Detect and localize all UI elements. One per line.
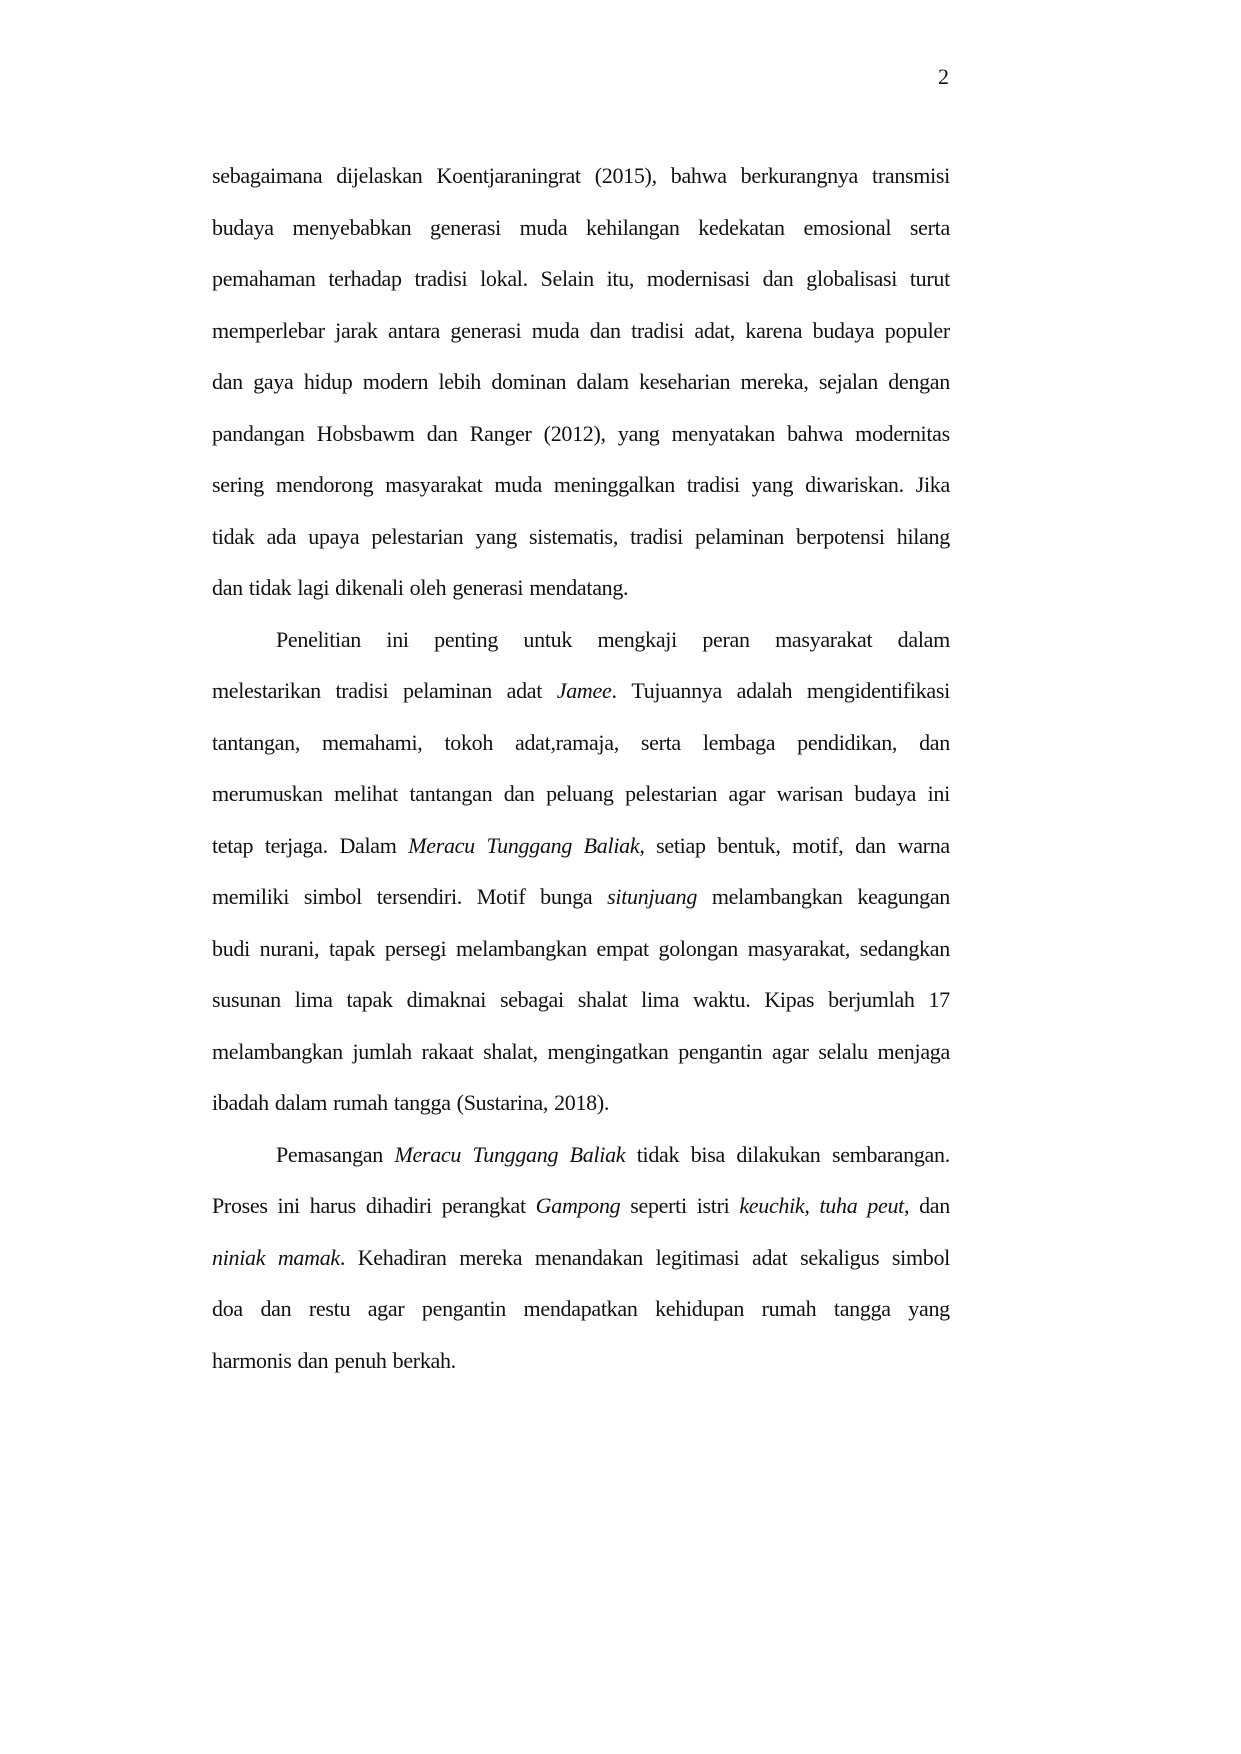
word: dijelaskan [336,163,423,188]
word: serta [909,214,950,240]
word: Baliak, [583,832,645,858]
text-line [212,1335,950,1387]
word: itu, [606,266,635,291]
word: dalam [897,626,950,652]
word: berpotensi [796,523,885,549]
word: 2018). [554,1090,610,1115]
word: tangga [833,1296,891,1321]
italic-term: situnjuang [607,884,698,909]
word: nurani, [259,935,320,961]
word: ini [277,1193,300,1218]
word: tidak [248,575,292,600]
word: dalam [274,1090,328,1115]
word: penting [434,626,499,652]
word: memahami, [321,729,423,755]
word: masyarakat [775,626,873,652]
word: tapak [328,935,376,961]
word: tapak [346,987,393,1012]
word: Dalam [339,832,397,858]
word: hidup [303,369,353,394]
word: shalat, [483,1038,538,1064]
word: tradisi [414,266,468,291]
text-line [212,562,950,614]
word: dan [589,317,621,343]
word: simbol [303,884,362,909]
word: Hobsbawm [316,420,415,446]
text-line [212,871,950,923]
word: ini [386,626,409,652]
word: adat [506,678,543,703]
word: dilakukan [736,1141,821,1167]
word: tokoh [444,729,494,755]
word: rumah [761,1296,817,1321]
italic-term: Tunggang [486,832,573,858]
word: Jika [915,472,950,497]
word: turut [909,266,950,291]
word [394,1129,461,1181]
word: tradisi [335,678,389,703]
word: tradisi [631,317,684,343]
word: simbol [891,1244,950,1270]
word: gaya [253,369,294,394]
word: merumuskan [212,781,323,806]
italic-term: Tunggang [472,1141,559,1167]
text-line [212,923,950,975]
word: terjaga. [264,832,328,858]
word: empat [596,935,649,961]
word: tradisi [686,472,740,497]
word [473,1129,559,1181]
word: melambangkan [212,1038,343,1064]
word: ada [266,523,297,549]
italic-term: tuha [819,1193,858,1218]
word: pengantin [421,1296,506,1321]
word: lebih [438,369,481,394]
word: mereka, [740,369,809,394]
word: pemahaman [212,266,316,291]
word: serta [640,729,681,755]
word: oleh [409,575,447,600]
word: keuchik, [739,1193,810,1218]
text-line [212,614,950,666]
word: seperti [630,1193,687,1218]
word: agar [771,1038,809,1064]
word: sekaligus [800,1244,880,1270]
italic-term: Meracu [394,1141,462,1167]
word: melambangkan [456,935,587,961]
text-line [212,511,950,563]
word: budaya [812,317,875,343]
italic-term: Baliak [569,1141,626,1167]
word: adat, [694,317,736,343]
word: pelestarian [625,781,718,806]
italic-term: keuchik [739,1193,805,1218]
word: lima [641,987,680,1012]
word: (Sustarina, [456,1090,549,1115]
word: pelestarian [371,523,464,549]
word: mengingatkan [547,1038,669,1064]
word: pengantin [678,1038,763,1064]
word: dengan [888,369,950,394]
word: karena [745,317,803,343]
word: rumah [333,1090,388,1115]
word: tersendiri. [376,884,462,909]
word: muda [531,317,580,343]
italic-term: peut [867,1193,904,1218]
text-line [212,459,950,511]
word: meninggalkan [553,472,675,497]
text-line [212,305,950,357]
word: sebagai [499,987,564,1012]
word: legitimasi [655,1244,740,1270]
word: pandangan [212,420,305,446]
word: lagi [297,575,330,600]
word: menyebabkan [292,214,412,240]
word: sedangkan [859,935,950,961]
text-line [212,1077,950,1129]
word: mengidentifikasi [806,678,950,703]
word [408,820,475,872]
word: melestarikan [212,678,321,703]
word: mendorong [275,472,374,497]
word: jarak [335,317,378,343]
word: Tujuannya [631,678,722,703]
word [536,1180,621,1232]
word: golongan [658,935,738,961]
word: dimaknai [406,987,487,1012]
word: mereka [459,1244,523,1270]
word: menandakan [534,1244,643,1270]
word: yang [475,523,517,549]
word [486,820,572,872]
word: yang [908,1296,950,1321]
word: keseharian [639,369,731,394]
word: dan [212,575,243,600]
word: yang [617,420,660,446]
body-text [212,150,950,1386]
word: budi [212,935,250,961]
word: modern [362,369,429,394]
word: dan [919,1193,950,1218]
word: adat,ramaja, [515,729,619,755]
word: menyatakan [671,420,775,446]
word: (2015), [594,163,657,188]
word: warna [897,832,950,858]
word: Pemasangan [276,1141,383,1167]
word: dalam [576,369,629,394]
italic-term: niniak [212,1244,266,1270]
word: keagungan [857,884,950,909]
word: mengkaji [597,626,677,652]
word: modernitas [855,420,950,446]
text-line [212,768,950,820]
word: tradisi [630,523,683,549]
word [819,1180,857,1232]
word: berkurangnya [740,163,859,188]
italic-term: Baliak [583,832,640,858]
word: melihat [334,781,398,806]
word: dihadiri [365,1193,432,1218]
word: emosional [803,214,892,240]
word [607,871,697,923]
word: tidak [636,1141,680,1167]
word: budaya [854,781,917,806]
word: memperlebar [212,317,325,343]
word: budaya [212,214,274,240]
word: ini [927,781,950,806]
word: tidak [212,523,255,549]
word: adalah [736,678,793,703]
word: transmisi [872,163,950,188]
word: generasi [430,214,501,240]
word: hilang [896,523,950,549]
word: sembarangan. [831,1141,950,1167]
word: motif, [792,832,844,858]
word: dan [762,266,794,291]
word: setiap [656,832,706,858]
word: sistematis, [529,523,619,549]
word: antara [388,317,440,343]
word: Ranger [469,420,532,446]
word: peut, [867,1193,910,1218]
word: dan [426,420,458,446]
word: (2012), [543,420,606,446]
word: generasi [452,575,524,600]
word: selalu [818,1038,868,1064]
text-line [212,1180,950,1232]
word: lima [294,987,333,1012]
word: shalat [577,987,628,1012]
word: bahwa [787,420,843,446]
word: tantangan, [212,729,301,755]
word: warisan [776,781,843,806]
word: berjumlah [828,987,915,1012]
word: upaya [308,523,360,549]
text-line [212,202,950,254]
word: peluang [546,781,614,806]
word: berkah. [392,1347,456,1373]
word: pelaminan [695,523,784,549]
word: populer [884,317,950,343]
word: generasi [450,317,522,343]
word: pendidikan, [797,729,898,755]
word: dan [503,781,535,806]
word: susunan [212,987,281,1012]
word: persegi [384,935,447,961]
word: doa [212,1296,243,1321]
word: jumlah [352,1038,412,1064]
text-line [212,1026,950,1078]
word: bahwa [670,163,727,188]
paragraph [212,614,950,1129]
word: harmonis [212,1347,292,1373]
word: harus [309,1193,356,1218]
text-line [212,356,950,408]
word: dan [919,729,950,755]
word: kehidupan [655,1296,745,1321]
word: peran [702,626,750,652]
word: Kehadiran [357,1244,447,1270]
word: menjaga [877,1038,950,1064]
word: dan [855,832,886,858]
word: muda [494,472,543,497]
word: waktu. [692,987,751,1012]
word: adat [752,1244,788,1270]
word: Motif [476,884,526,909]
word: yang [751,472,794,497]
word: dominan [491,369,567,394]
word: ibadah [212,1090,269,1115]
word: pelaminan [403,678,492,703]
word: bentuk, [717,832,781,858]
word: penuh [334,1347,387,1373]
word: perangkat [441,1193,526,1218]
word: tetap [212,832,254,858]
text-line [212,1232,950,1284]
word: kedekatan [698,214,785,240]
word: globalisasi [806,266,898,291]
word: dan [297,1347,329,1373]
word: masyarakat [385,472,483,497]
word: mendapatkan [523,1296,638,1321]
word: dan [260,1296,292,1321]
italic-term: mamak [277,1244,340,1270]
text-line [212,974,950,1026]
word: 17 [928,987,950,1012]
text-line [212,1129,950,1181]
word: Selain [540,266,594,291]
text-line [212,253,950,305]
paragraph [212,150,950,614]
word [212,1232,265,1284]
word: dikenali [335,575,404,600]
word: Penelitian [276,626,361,652]
word: mendatang. [529,575,629,600]
word: bunga [540,884,593,909]
word: masyarakat, [747,935,851,961]
word: Kipas [764,987,815,1012]
word: tantangan [409,781,493,806]
word: memiliki [212,884,290,909]
word: Jamee. [556,678,617,703]
word: agar [367,1296,405,1321]
word: Koentjaraningrat [436,163,581,188]
word: lembaga [702,729,776,755]
word: istri [696,1193,730,1218]
word: bisa [690,1141,725,1167]
word: terhadap [328,266,402,291]
word: kehilangan [586,214,680,240]
word [570,1129,626,1181]
word: rakaat [421,1038,474,1064]
word: muda [519,214,568,240]
text-line [212,150,950,202]
word: sejalan [818,369,878,394]
word: untuk [523,626,573,652]
word: Proses [212,1193,268,1218]
word: modernisasi [646,266,750,291]
italic-term: Jamee [556,678,612,703]
word: diwariskan. [805,472,904,497]
word: tangga [393,1090,451,1115]
italic-term: Gampong [535,1193,621,1218]
word: restu [308,1296,351,1321]
word: sering [212,472,264,497]
text-line [212,717,950,769]
italic-term: Meracu [408,832,475,858]
word: agar [728,781,766,806]
text-line [212,820,950,872]
word: mamak. [277,1244,346,1270]
text-line [212,665,950,717]
word: melambangkan [711,884,843,909]
word: dan [212,369,243,394]
paragraph [212,1129,950,1387]
word: lokal. [480,266,528,291]
text-line [212,1283,950,1335]
text-line [212,408,950,460]
page-number: 2 [938,64,949,89]
word: sebagaimana [212,163,323,188]
